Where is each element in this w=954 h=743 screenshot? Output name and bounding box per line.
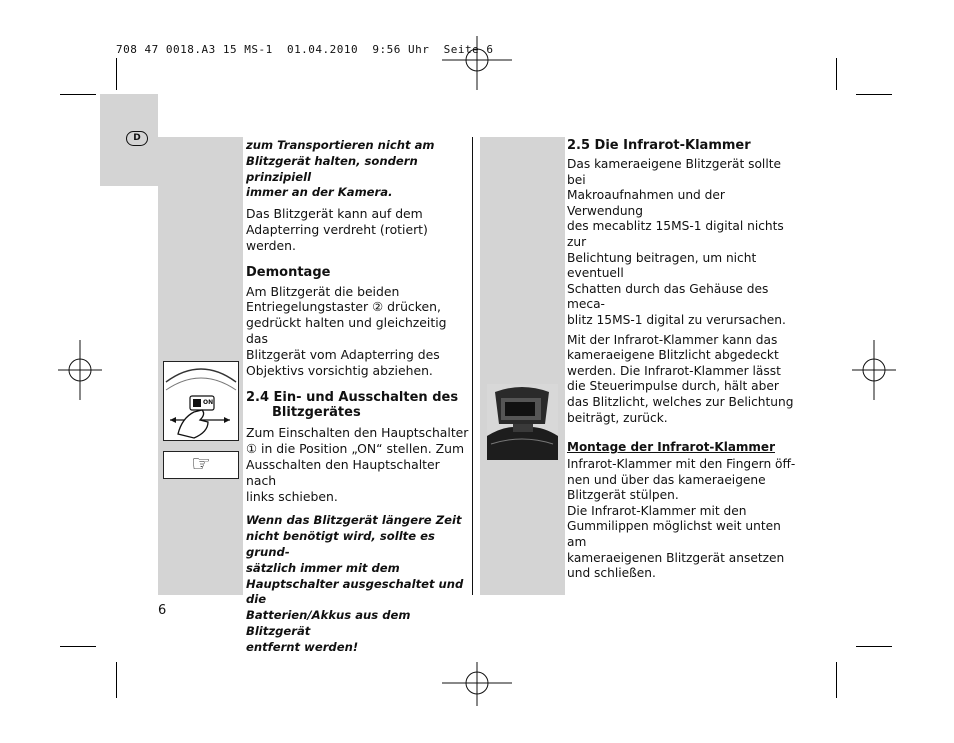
switch-on-label: ON	[203, 399, 214, 406]
crop-mark	[116, 58, 117, 90]
language-badge: D	[126, 131, 148, 146]
crop-mark	[836, 662, 837, 698]
warning-transport: zum Transportieren nicht am Blitzgerät halten, sondern prinzipiell immer an der Kamera.	[246, 138, 435, 200]
crop-mark	[116, 662, 117, 698]
section-2-4-heading: 2.4 Ein- und Ausschalten des Blitzgerätes	[246, 390, 459, 421]
right-gray-margin	[480, 137, 565, 595]
crop-mark	[856, 646, 892, 647]
registration-mark-icon	[852, 340, 896, 400]
montage-paragraph: Infrarot-Klammer mit den Fingern öff- nen und über das kameraeigene Blitzgerät stülpen. Die Infrarot-Klammer mit den Gummilippen möglichst weit unten am kameraeigenen Blitzgerät ansetzen und schließen.	[567, 457, 796, 581]
registration-mark-icon	[58, 340, 102, 400]
crop-mark	[836, 58, 837, 90]
registration-mark-icon	[442, 36, 512, 90]
page-number: 6	[158, 603, 167, 618]
camera-photo	[487, 384, 558, 460]
section-2-4-paragraph: Zum Einschalten den Hauptschalter ① in die Position „ON“ stellen. Zum Ausschalten den Hauptschalter nach links schieben.	[246, 425, 469, 504]
crop-mark	[60, 94, 96, 95]
registration-mark-icon	[442, 662, 512, 706]
crop-mark	[60, 646, 96, 647]
warning-storage: Wenn das Blitzgerät längere Zeit nicht benötigt wird, sollte es grund- sätzlich immer mit dem Hauptschalter ausgeschaltet und die Batterien/Akkus aus dem Blitzgerät entfernt werden!	[246, 513, 464, 654]
print-slug: 708 47 0018.A3 15 MS-1 01.04.2010 9:56 Uhr Seite 6	[116, 43, 494, 56]
main-switch-icon	[164, 362, 238, 440]
pointing-hand-icon: ☞	[191, 452, 211, 477]
switch-illustration	[163, 361, 239, 441]
rotate-paragraph: Das Blitzgerät kann auf dem Adapterring verdreht (rotiert) werden.	[246, 206, 428, 253]
camera-infrared-clip-icon	[487, 384, 558, 460]
montage-heading: Montage der Infrarot-Klammer	[567, 440, 775, 455]
column-divider	[472, 137, 473, 595]
section-2-5-heading: 2.5 Die Infrarot-Klammer	[567, 138, 751, 153]
right-column	[567, 138, 797, 582]
demontage-paragraph: Am Blitzgerät die beiden Entriegelungstaster ② drücken, gedrückt halten und gleichzeitig das Blitzgerät vom Adapterring des Objektivs vorsichtig abziehen.	[246, 283, 447, 378]
crop-mark	[856, 94, 892, 95]
left-column	[246, 138, 470, 656]
section-2-5-paragraph: Das kameraeigene Blitzgerät sollte bei Makroaufnahmen und der Verwendung des mecablitz 15MS-1 digital nichts zur Belichtung beitragen, um nicht eventuell Schatten durch das Gehäuse des meca- blitz 15MS-1 digital zu verursachen.	[567, 157, 786, 327]
infrared-clip-paragraph: Mit der Infrarot-Klammer kann das kameraeigene Blitzlicht abgedeckt werden. Die Infrarot-Klammer lässt die Steuerimpulse durch, hält aber das Blitzlicht, welches zur Belichtung beiträgt, zurück.	[567, 332, 794, 425]
note-box	[163, 451, 239, 479]
demontage-heading: Demontage	[246, 264, 331, 280]
